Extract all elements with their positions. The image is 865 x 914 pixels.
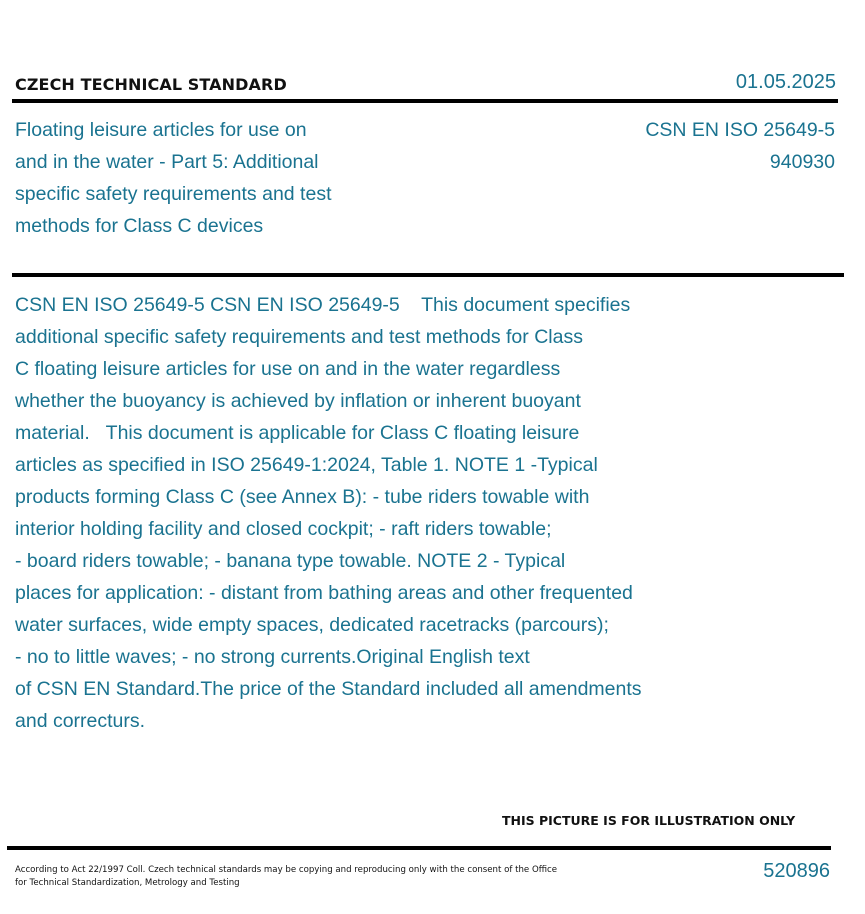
abstract-line: water surfaces, wide empty spaces, dedicated racetracks (parcours);: [15, 614, 609, 636]
title-line: Floating leisure articles for use on: [15, 119, 307, 141]
abstract-line: products forming Class C (see Annex B): - tube riders towable with: [15, 486, 590, 508]
issue-date: 01.05.2025: [735, 71, 836, 93]
footer-divider: [7, 846, 831, 850]
abstract-line: - no to little waves; - no strong currents.Original English text: [15, 646, 530, 668]
abstract-line: additional specific safety requirements and test methods for Class: [15, 326, 583, 348]
abstract-line: whether the buoyancy is achieved by inflation or inherent buoyant: [15, 390, 581, 412]
abstract-line: C floating leisure articles for use on and in the water regardless: [15, 358, 561, 380]
class-number: 940930: [769, 151, 835, 173]
standard-code: CSN EN ISO 25649-5: [645, 119, 835, 141]
title-line: specific safety requirements and test: [15, 183, 332, 205]
abstract-line: and correcturs.: [15, 710, 146, 732]
abstract-line: places for application: - distant from bathing areas and other frequented: [15, 582, 633, 604]
title-line: and in the water - Part 5: Additional: [15, 151, 319, 173]
illustration-notice: THIS PICTURE IS FOR ILLUSTRATION ONLY: [502, 813, 796, 828]
legal-notice: [15, 864, 557, 890]
abstract-line: interior holding facility and closed cockpit; - raft riders towable;: [15, 518, 552, 540]
abstract-line: of CSN EN Standard.The price of the Standard included all amendments: [15, 678, 642, 700]
standard-identifiers: [645, 114, 835, 178]
abstract-line: articles as specified in ISO 25649-1:2024, Table 1. NOTE 1 -Typical: [15, 454, 598, 476]
abstract-line: CSN EN ISO 25649-5 CSN EN ISO 25649-5 This document specifies: [15, 294, 631, 316]
abstract-text: [15, 289, 735, 737]
legal-line: According to Act 22/1997 Coll. Czech technical standards may be copying and reproducing only with the consent of the Office: [15, 865, 558, 875]
document-type-label: CZECH TECHNICAL STANDARD: [15, 75, 287, 94]
catalog-number: 520896: [763, 860, 830, 882]
legal-line: for Technical Standardization, Metrology and Testing: [15, 878, 240, 888]
header-divider: [12, 99, 838, 103]
abstract-line: material. This document is applicable for Class C floating leisure: [15, 422, 580, 444]
standard-title: [15, 114, 415, 242]
abstract-line: - board riders towable; - banana type towable. NOTE 2 - Typical: [15, 550, 566, 572]
title-line: methods for Class C devices: [15, 215, 264, 237]
title-divider: [12, 273, 844, 277]
